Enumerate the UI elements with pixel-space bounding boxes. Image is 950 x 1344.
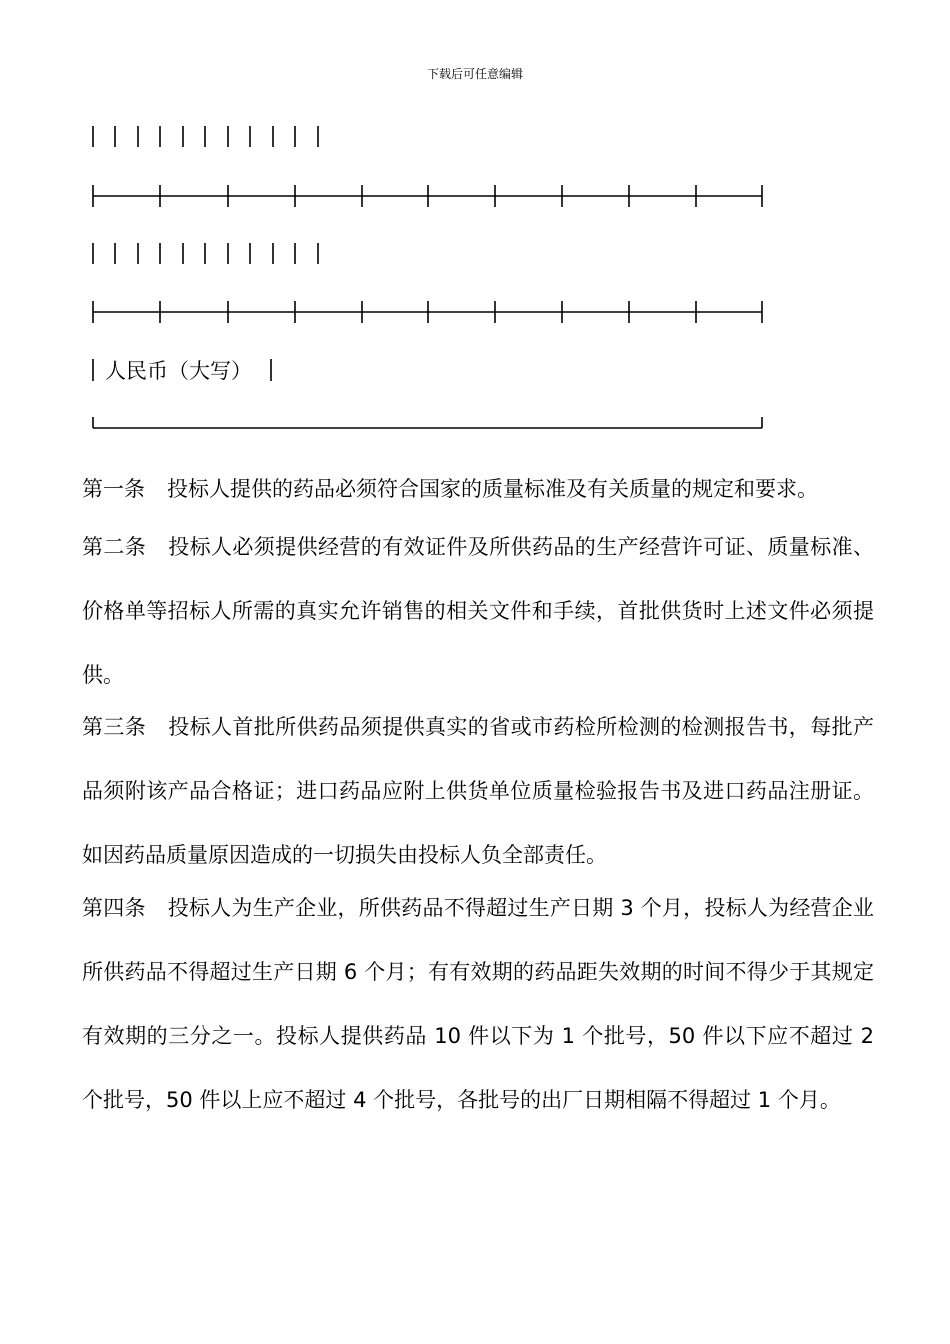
article-text: 投标人必须提供经营的有效证件及所供药品的生产经营许可证、质量标准、价格单等招标人所需的真实允许销售的相关文件和手续，首批供货时上述文件必须提供。 <box>82 535 875 687</box>
article-1 <box>82 457 874 521</box>
article-number: 第四条 <box>82 896 146 920</box>
table-rule-1 <box>93 185 762 207</box>
article-text: 投标人提供的药品必须符合国家的质量标准及有关质量的规定和要求。 <box>167 477 818 501</box>
page-header-note: 下载后可任意编辑 <box>426 67 523 81</box>
article-text: 投标人为生产企业，所供药品不得超过生产日期 3 个月，投标人为经营企业所供药品不得超过生产日期 6 个月；有有效期的药品距失效期的时间不得少于其规定有效期的三分之一。投标人提供药品 10 件以下为 1 个批号，50 件以下应不超过 2 个批号，50 件以上应不超过 4 个批号，各批号的出厂日期相隔不得超过 1 个月。 <box>82 896 875 1112</box>
table-cell-dividers-row2 <box>93 243 318 264</box>
article-number: 第三条 <box>82 715 147 739</box>
currency-uppercase-label: 人民币（大写） <box>105 359 252 383</box>
price-table-fragment <box>82 112 782 438</box>
article-number: 第一条 <box>82 477 145 501</box>
table-bottom-border <box>93 417 762 428</box>
article-2 <box>82 515 874 707</box>
table-rule-2 <box>93 301 762 323</box>
article-number: 第二条 <box>82 535 147 559</box>
table-ruling <box>82 112 782 438</box>
article-text: 投标人首批所供药品须提供真实的省或市药检所检测的检测报告书，每批产品须附该产品合格证；进口药品应附上供货单位质量检验报告书及进口药品注册证。如因药品质量原因造成的一切损失由投标人负全部责任。 <box>82 715 875 867</box>
table-cell-dividers-row1 <box>93 126 318 147</box>
article-3 <box>82 695 874 887</box>
article-4 <box>82 876 874 1132</box>
